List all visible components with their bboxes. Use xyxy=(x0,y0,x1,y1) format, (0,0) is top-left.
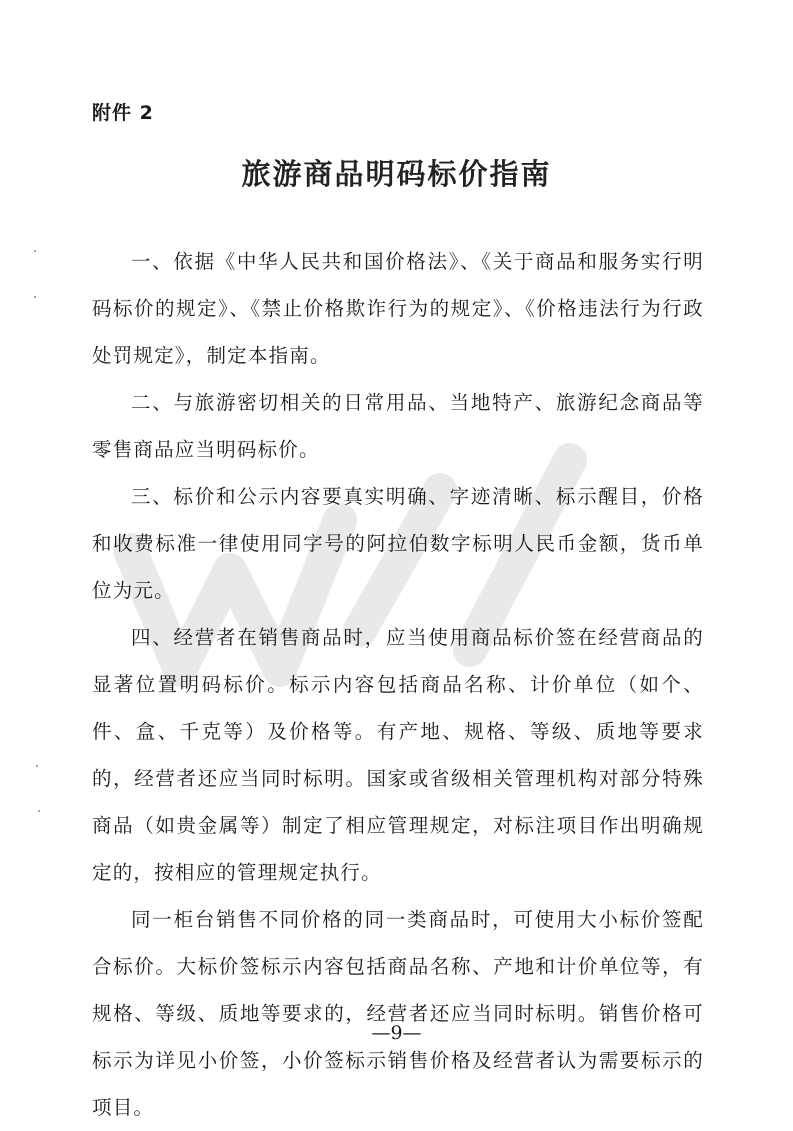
paragraph-3: 三、标价和公示内容要真实明确、字迹清晰、标示醒目，价格和收费标准一律使用同字号的阿拉伯数字标明人民币金额，货币单位为元。 xyxy=(92,485,704,602)
paragraph-2: 二、与旅游密切相关的日常用品、当地特产、旅游纪念商品等零售商品应当明码标价。 xyxy=(92,391,704,461)
margin-mark xyxy=(34,250,36,252)
document-title: 旅游商品明码标价指南 xyxy=(241,157,552,191)
paragraph-4: 四、经营者在销售商品时，应当使用商品标价签在经营商品的显著位置明码标价。标示内容包括商品名称、计价单位（如个、件、盒、千克等）及价格等。有产地、规格、等级、质地等要求的，经营者还应当同时标明。国家或省级相关管理机构对部分特殊商品（如贵金属等）制定了相应管理规定，对标注项目作出明确规定的，按相应的管理规定执行。 xyxy=(92,626,704,884)
margin-mark xyxy=(38,810,40,812)
paragraph-5: 同一柜台销售不同价格的同一类商品时，可使用大小标价签配合标价。大标价签标示内容包括商品名称、产地和计价单位等，有规格、等级、质地等要求的，经营者还应当同时标明。销售价格可标示为详见小价签，小价签标示销售价格及经营者认为需要标示的项目。 xyxy=(92,908,704,1119)
paragraph-1: 一、依据《中华人民共和国价格法》、《关于商品和服务实行明码标价的规定》、《禁止价格欺诈行为的规定》、《价格违法行为行政处罚规定》，制定本指南。 xyxy=(92,250,704,367)
margin-mark xyxy=(36,765,38,767)
page-number: —9— xyxy=(371,1022,422,1044)
margin-mark xyxy=(34,296,36,298)
attachment-label: 附件 2 xyxy=(92,102,154,124)
document-body xyxy=(92,238,704,1131)
